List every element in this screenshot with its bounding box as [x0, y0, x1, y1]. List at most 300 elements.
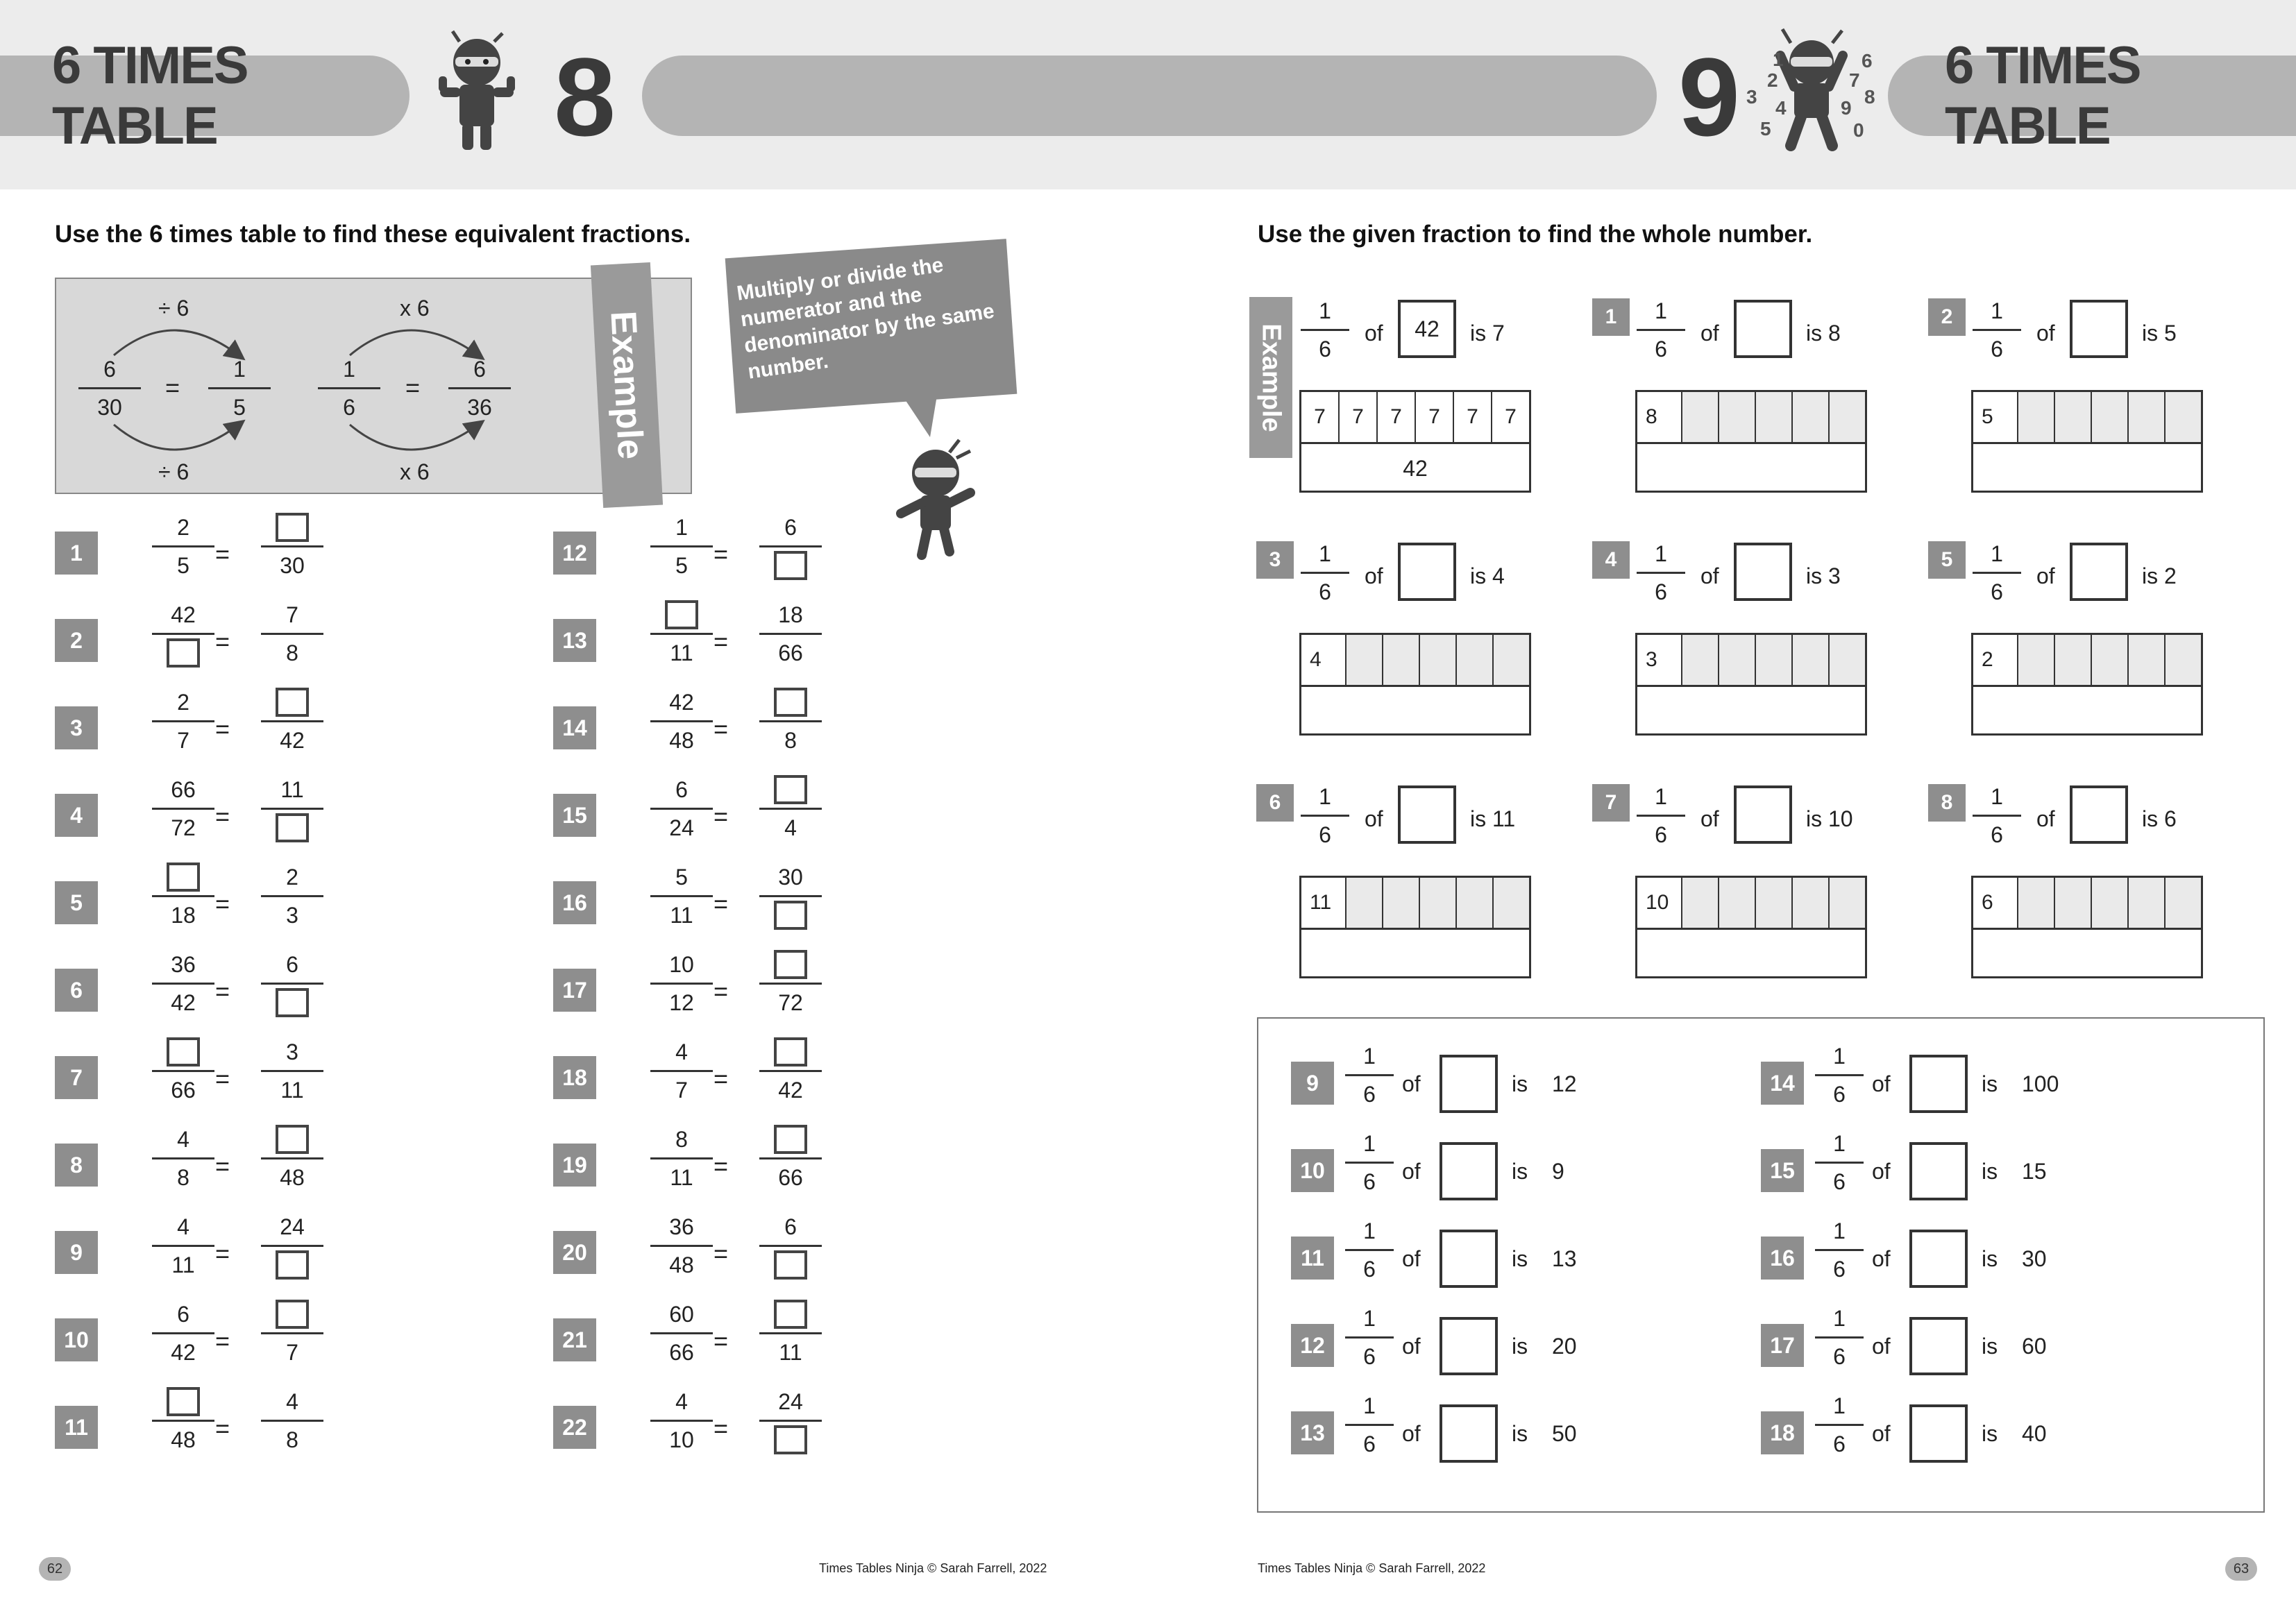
fraction-right: 18 66: [759, 598, 822, 670]
example-banner-right: Example: [1249, 297, 1292, 458]
is-value: is 4: [1470, 563, 1505, 588]
bar-cell[interactable]: [2129, 392, 2166, 442]
answer-box[interactable]: [1440, 1055, 1498, 1113]
bar-cell[interactable]: [1719, 392, 1756, 442]
unit-fraction: 1 6: [1815, 1127, 1864, 1198]
question-number-badge: 18: [1761, 1411, 1804, 1454]
fraction-right: 42: [759, 1035, 822, 1107]
answer-box[interactable]: [167, 863, 200, 892]
answer-box[interactable]: [774, 775, 807, 804]
fraction-right: 24: [759, 1385, 822, 1456]
answer-box[interactable]: [774, 688, 807, 717]
bar-cell[interactable]: [1494, 635, 1529, 685]
equals-sign: =: [215, 802, 230, 831]
bar-cell[interactable]: [1457, 635, 1494, 685]
bar-cell[interactable]: [1682, 635, 1719, 685]
bar-cell[interactable]: [2129, 878, 2166, 928]
bar-cell: 7: [1301, 392, 1340, 442]
question-number-badge: 16: [553, 881, 596, 924]
bar-cell[interactable]: [1420, 635, 1457, 685]
bar-cell[interactable]: [2092, 878, 2129, 928]
example-fraction: 6 36: [448, 352, 511, 424]
answer-box[interactable]: [276, 1300, 309, 1329]
answer-box[interactable]: [1440, 1317, 1498, 1375]
bar-cell: 7: [1492, 392, 1529, 442]
is-word: is: [1512, 1334, 1528, 1359]
left-page-number: 62: [39, 1557, 71, 1581]
whole-value: 50: [1552, 1421, 1577, 1446]
unit-fraction: 1 6: [1637, 294, 1685, 366]
answer-box[interactable]: [774, 950, 807, 979]
fraction-left: 4 7: [650, 1035, 713, 1107]
ninja-digit: 8: [1864, 86, 1875, 108]
of-word: of: [1402, 1159, 1421, 1184]
answer-box[interactable]: [276, 688, 309, 717]
bar-cell[interactable]: [1756, 635, 1793, 685]
answer-box[interactable]: [774, 901, 807, 930]
equals-sign: =: [714, 715, 729, 743]
ninja-digit: 5: [1760, 118, 1771, 139]
question-number-badge: 17: [1761, 1324, 1804, 1367]
equals-sign: =: [405, 373, 421, 402]
is-value: is 11: [1470, 806, 1516, 831]
is-value: is 8: [1806, 321, 1841, 346]
unit-fraction: 1 6: [1345, 1214, 1394, 1286]
bar-cell[interactable]: [1494, 878, 1529, 928]
question-number-badge: 19: [553, 1144, 596, 1187]
answer-box[interactable]: [1440, 1230, 1498, 1288]
fraction-right: 4 8: [261, 1385, 323, 1456]
unit-fraction: 1 6: [1345, 1039, 1394, 1111]
ninja-digit: 3: [1746, 86, 1757, 108]
is-value: is 3: [1806, 563, 1841, 588]
equals-sign: =: [215, 1152, 230, 1180]
question-number-badge: 15: [553, 794, 596, 837]
answer-box[interactable]: [276, 813, 309, 842]
equals-sign: =: [714, 1239, 729, 1268]
tip-callout-text: Multiply or divide the numerator and the denominator by the same number.: [735, 253, 996, 384]
right-big-number: 9: [1678, 35, 1740, 159]
question-number-badge: 15: [1761, 1149, 1804, 1192]
question-number-badge: 9: [55, 1231, 98, 1274]
bar-cell[interactable]: [2092, 392, 2129, 442]
bar-cell[interactable]: [1383, 635, 1420, 685]
answer-box[interactable]: [774, 1037, 807, 1067]
of-word: of: [1402, 1246, 1421, 1271]
whole-value: 12: [1552, 1071, 1577, 1096]
of-word: of: [1365, 806, 1383, 831]
answer-box[interactable]: [1398, 543, 1456, 601]
answer-box[interactable]: [1909, 1404, 1968, 1463]
bar-cell[interactable]: [2018, 635, 2055, 685]
whole-value: 40: [2022, 1421, 2047, 1446]
question-number-badge: 3: [1256, 541, 1294, 579]
answer-box[interactable]: [2070, 300, 2128, 358]
question-number-badge: 12: [553, 532, 596, 575]
equals-sign: =: [714, 1152, 729, 1180]
bar-cell[interactable]: [2092, 635, 2129, 685]
fraction-right: 3 11: [261, 1035, 323, 1107]
bar-cell: 7: [1378, 392, 1416, 442]
fraction-right: 11: [759, 1298, 822, 1369]
question-number-badge: 8: [1928, 784, 1966, 822]
question-number-badge: 11: [1291, 1237, 1334, 1280]
bar-cell[interactable]: [1793, 392, 1830, 442]
equals-sign: =: [215, 1327, 230, 1355]
fraction-right: 6: [759, 511, 822, 582]
of-word: of: [1700, 563, 1719, 588]
answer-box[interactable]: [2070, 785, 2128, 844]
bar-cell[interactable]: [1793, 878, 1830, 928]
question-number-badge: 5: [1928, 541, 1966, 579]
answer-box[interactable]: [1440, 1404, 1498, 1463]
equals-sign: =: [714, 977, 729, 1005]
unit-fraction: 1 6: [1301, 537, 1349, 609]
unit-fraction: 1 6: [1637, 537, 1685, 609]
equals-sign: =: [215, 540, 230, 568]
ninja-digit: 7: [1849, 69, 1860, 91]
whole-value: 100: [2022, 1071, 2059, 1096]
question-number-badge: 7: [55, 1056, 98, 1099]
answer-box[interactable]: [167, 1037, 200, 1067]
answer-box[interactable]: [774, 1250, 807, 1280]
example-fraction: 1 5: [208, 352, 271, 424]
example-banner-left: Example: [591, 262, 663, 508]
bar-cell[interactable]: [1830, 392, 1865, 442]
is-value: is 5: [2142, 321, 2177, 346]
bar-model: [1299, 390, 1531, 493]
bar-cell[interactable]: [1383, 878, 1420, 928]
equals-sign: =: [215, 627, 230, 656]
unit-fraction: 1 6: [1301, 780, 1349, 851]
bar-cell[interactable]: [2018, 878, 2055, 928]
unit-fraction: 1 6: [1345, 1302, 1394, 1373]
fraction-left: 42 48: [650, 686, 713, 757]
fraction-left: 42: [152, 598, 214, 670]
example-op-top: x 6: [400, 296, 430, 321]
bar-cell: 7: [1340, 392, 1378, 442]
fraction-left: 2 7: [152, 686, 214, 757]
bar-model: [1635, 876, 1867, 978]
question-number-badge: 10: [55, 1318, 98, 1361]
answer-box[interactable]: [774, 1125, 807, 1154]
is-value: is 6: [2142, 806, 2177, 831]
is-value: is 7: [1470, 321, 1505, 346]
bar-cell[interactable]: [1830, 635, 1865, 685]
question-number-badge: 2: [1928, 298, 1966, 336]
fraction-left: 18: [152, 860, 214, 932]
bar-cell[interactable]: [1682, 878, 1719, 928]
answer-box[interactable]: [167, 638, 200, 668]
bar-cell: 7: [1416, 392, 1454, 442]
bar-cell[interactable]: [1756, 878, 1793, 928]
equals-sign: =: [215, 1064, 230, 1093]
of-word: of: [1872, 1421, 1891, 1446]
of-word: of: [1365, 563, 1383, 588]
unit-fraction: 1 6: [1815, 1039, 1864, 1111]
bar-cell: 8: [1637, 392, 1682, 442]
bar-cell[interactable]: [1347, 635, 1383, 685]
answer-box[interactable]: [774, 551, 807, 580]
left-footer: Times Tables Ninja © Sarah Farrell, 2022: [819, 1561, 1047, 1575]
bar-model: [1299, 876, 1531, 978]
bar-cell[interactable]: [2129, 635, 2166, 685]
answer-box[interactable]: 42: [1398, 300, 1456, 358]
of-word: of: [1872, 1246, 1891, 1271]
answer-box[interactable]: [276, 513, 309, 542]
right-page-number: 63: [2225, 1557, 2257, 1581]
whole-value: 13: [1552, 1246, 1577, 1271]
answer-box[interactable]: [1909, 1230, 1968, 1288]
fraction-left: 6 24: [650, 773, 713, 844]
bar-cell: 2: [1973, 635, 2018, 685]
bar-cell: 6: [1973, 878, 2018, 928]
ninja-digit: 0: [1853, 119, 1864, 141]
fraction-right: 2 3: [261, 860, 323, 932]
bar-cell[interactable]: [1347, 878, 1383, 928]
equals-sign: =: [215, 1239, 230, 1268]
question-number-badge: 11: [55, 1406, 98, 1449]
bar-model: [1971, 876, 2203, 978]
ninja-digit: 1: [1773, 49, 1784, 70]
answer-box[interactable]: [276, 1250, 309, 1280]
of-word: of: [1365, 321, 1383, 346]
equals-sign: =: [714, 1064, 729, 1093]
example-op-top: ÷ 6: [158, 296, 189, 321]
fraction-right: 4: [759, 773, 822, 844]
answer-box[interactable]: [1909, 1055, 1968, 1113]
bar-cell[interactable]: [1682, 392, 1719, 442]
bar-cell: 11: [1301, 878, 1347, 928]
ninja-digit: 2: [1767, 69, 1778, 91]
example-fraction: 1 6: [318, 352, 380, 424]
answer-box[interactable]: [276, 1125, 309, 1154]
bar-whole[interactable]: [1301, 687, 1529, 736]
whole-value: 15: [2022, 1159, 2047, 1184]
fraction-right: 7 8: [261, 598, 323, 670]
question-number-badge: 22: [553, 1406, 596, 1449]
is-word: is: [1982, 1421, 1998, 1446]
answer-box[interactable]: [2070, 543, 2128, 601]
question-number-badge: 20: [553, 1231, 596, 1274]
answer-box[interactable]: [1734, 300, 1792, 358]
whole-value: 60: [2022, 1334, 2047, 1359]
bar-cell[interactable]: [1719, 635, 1756, 685]
question-number-badge: 1: [1592, 298, 1630, 336]
whole-value: 20: [1552, 1334, 1577, 1359]
is-word: is: [1982, 1159, 1998, 1184]
question-number-badge: 10: [1291, 1149, 1334, 1192]
fraction-left: 1 5: [650, 511, 713, 582]
bar-whole[interactable]: [1973, 687, 2201, 736]
fraction-left: 11: [650, 598, 713, 670]
bar-model: [1971, 633, 2203, 736]
fraction-right: 48: [261, 1123, 323, 1194]
left-instruction: Use the 6 times table to find these equivalent fractions.: [55, 221, 691, 248]
bar-cell: 4: [1301, 635, 1347, 685]
unit-fraction: 1 6: [1637, 780, 1685, 851]
ninja-jumping-icon: [887, 437, 984, 562]
equals-sign: =: [165, 373, 180, 402]
answer-box[interactable]: [665, 600, 698, 629]
question-number-badge: 17: [553, 969, 596, 1012]
fraction-left: 4 8: [152, 1123, 214, 1194]
right-footer: Times Tables Ninja © Sarah Farrell, 2022: [1258, 1561, 1486, 1575]
fraction-right: 30: [261, 511, 323, 582]
bar-cell[interactable]: [2055, 392, 2092, 442]
bar-cell: 10: [1637, 878, 1682, 928]
bar-cell: 7: [1454, 392, 1492, 442]
is-word: is: [1512, 1159, 1528, 1184]
question-number-badge: 16: [1761, 1237, 1804, 1280]
equals-sign: =: [215, 1414, 230, 1443]
of-word: of: [1402, 1421, 1421, 1446]
question-number-badge: 1: [55, 532, 98, 575]
of-word: of: [2036, 321, 2055, 346]
unit-fraction: 1 6: [1815, 1302, 1864, 1373]
answer-box[interactable]: [1440, 1142, 1498, 1200]
unit-fraction: 1 6: [1973, 537, 2021, 609]
ninja-digit: 6: [1862, 50, 1873, 71]
bar-cell[interactable]: [2166, 635, 2201, 685]
unit-fraction: 1 6: [1301, 294, 1349, 366]
bar-whole[interactable]: [1637, 444, 1865, 493]
unit-fraction: 1 6: [1973, 294, 2021, 366]
bar-whole[interactable]: [1973, 930, 2201, 978]
whole-value: 30: [2022, 1246, 2047, 1271]
bar-model: [1635, 633, 1867, 736]
fraction-left: 36 42: [152, 948, 214, 1019]
answer-box[interactable]: [774, 1425, 807, 1454]
fraction-left: 8 11: [650, 1123, 713, 1194]
answer-box[interactable]: [1734, 785, 1792, 844]
is-word: is: [1512, 1071, 1528, 1096]
example-fraction: 6 30: [78, 352, 141, 424]
question-number-badge: 13: [1291, 1411, 1334, 1454]
is-value: is 2: [2142, 563, 2177, 588]
is-word: is: [1982, 1246, 1998, 1271]
example-op-bottom: x 6: [400, 459, 430, 484]
question-number-badge: 2: [55, 619, 98, 662]
unit-fraction: 1 6: [1815, 1389, 1864, 1461]
fraction-left: 4 10: [650, 1385, 713, 1456]
bar-cell[interactable]: [1719, 878, 1756, 928]
bar-cell[interactable]: [1756, 392, 1793, 442]
question-number-badge: 9: [1291, 1062, 1334, 1105]
callout-tail: [902, 396, 944, 437]
fraction-left: 60 66: [650, 1298, 713, 1369]
is-word: is: [1512, 1246, 1528, 1271]
bar-cell[interactable]: [1457, 878, 1494, 928]
answer-box[interactable]: [1734, 543, 1792, 601]
bar-cell[interactable]: [2055, 635, 2092, 685]
equals-sign: =: [714, 1327, 729, 1355]
fraction-left: 48: [152, 1385, 214, 1456]
question-number-badge: 6: [1256, 784, 1294, 822]
fraction-left: 5 11: [650, 860, 713, 932]
question-number-badge: 5: [55, 881, 98, 924]
ninja-thumbs-up-icon: [432, 28, 522, 153]
bar-cell[interactable]: [2018, 392, 2055, 442]
unit-fraction: 1 6: [1815, 1214, 1864, 1286]
fraction-right: 7: [261, 1298, 323, 1369]
bar-cell[interactable]: [1830, 878, 1865, 928]
answer-box[interactable]: [167, 1387, 200, 1416]
question-number-badge: 4: [1592, 541, 1630, 579]
bar-cell[interactable]: [2055, 878, 2092, 928]
bar-cell[interactable]: [1420, 878, 1457, 928]
right-title: 6 TIMES TABLE: [1888, 56, 2296, 136]
bar-cell[interactable]: [1793, 635, 1830, 685]
fraction-left: 6 42: [152, 1298, 214, 1369]
equals-sign: =: [714, 1414, 729, 1443]
bar-model: [1971, 390, 2203, 493]
question-number-badge: 21: [553, 1318, 596, 1361]
question-number-badge: 18: [553, 1056, 596, 1099]
whole-value: 9: [1552, 1159, 1564, 1184]
question-number-badge: 3: [55, 706, 98, 749]
equals-sign: =: [714, 802, 729, 831]
bar-whole[interactable]: [1637, 930, 1865, 978]
bar-whole[interactable]: [1301, 930, 1529, 978]
bar-model: [1299, 633, 1531, 736]
fraction-right: 42: [261, 686, 323, 757]
fraction-right: 72: [759, 948, 822, 1019]
fraction-right: 8: [759, 686, 822, 757]
of-word: of: [1700, 321, 1719, 346]
answer-box[interactable]: [1909, 1317, 1968, 1375]
answer-box[interactable]: [276, 988, 309, 1017]
fraction-left: 10 12: [650, 948, 713, 1019]
unit-fraction: 1 6: [1345, 1127, 1394, 1198]
question-number-badge: 7: [1592, 784, 1630, 822]
bar-cell[interactable]: [2166, 392, 2201, 442]
bar-whole[interactable]: [1637, 687, 1865, 736]
fraction-left: 66: [152, 1035, 214, 1107]
answer-box[interactable]: [774, 1300, 807, 1329]
question-number-badge: 14: [1761, 1062, 1804, 1105]
of-word: of: [1872, 1334, 1891, 1359]
fraction-left: 4 11: [152, 1210, 214, 1282]
is-word: is: [1512, 1421, 1528, 1446]
of-word: of: [1402, 1071, 1421, 1096]
ninja-digit: 4: [1775, 97, 1787, 119]
equals-sign: =: [215, 715, 230, 743]
ninja-digit: 9: [1841, 97, 1852, 119]
is-word: is: [1982, 1071, 1998, 1096]
fraction-left: 36 48: [650, 1210, 713, 1282]
of-word: of: [1700, 806, 1719, 831]
of-word: of: [1872, 1159, 1891, 1184]
bar-model: [1635, 390, 1867, 493]
answer-box[interactable]: [1909, 1142, 1968, 1200]
right-instruction: Use the given fraction to find the whole number.: [1258, 221, 1813, 248]
bar-cell[interactable]: [2166, 878, 2201, 928]
question-number-badge: 6: [55, 969, 98, 1012]
equals-sign: =: [714, 890, 729, 918]
fraction-right: 66: [759, 1123, 822, 1194]
fraction-right: 24: [261, 1210, 323, 1282]
bar-cell: 5: [1973, 392, 2018, 442]
fraction-left: 66 72: [152, 773, 214, 844]
question-number-badge: 8: [55, 1144, 98, 1187]
bar-whole: 42: [1403, 455, 1428, 481]
of-word: of: [2036, 563, 2055, 588]
answer-box[interactable]: [1398, 785, 1456, 844]
left-big-number: 8: [554, 35, 616, 159]
bar-whole[interactable]: [1973, 444, 2201, 493]
of-word: of: [2036, 806, 2055, 831]
